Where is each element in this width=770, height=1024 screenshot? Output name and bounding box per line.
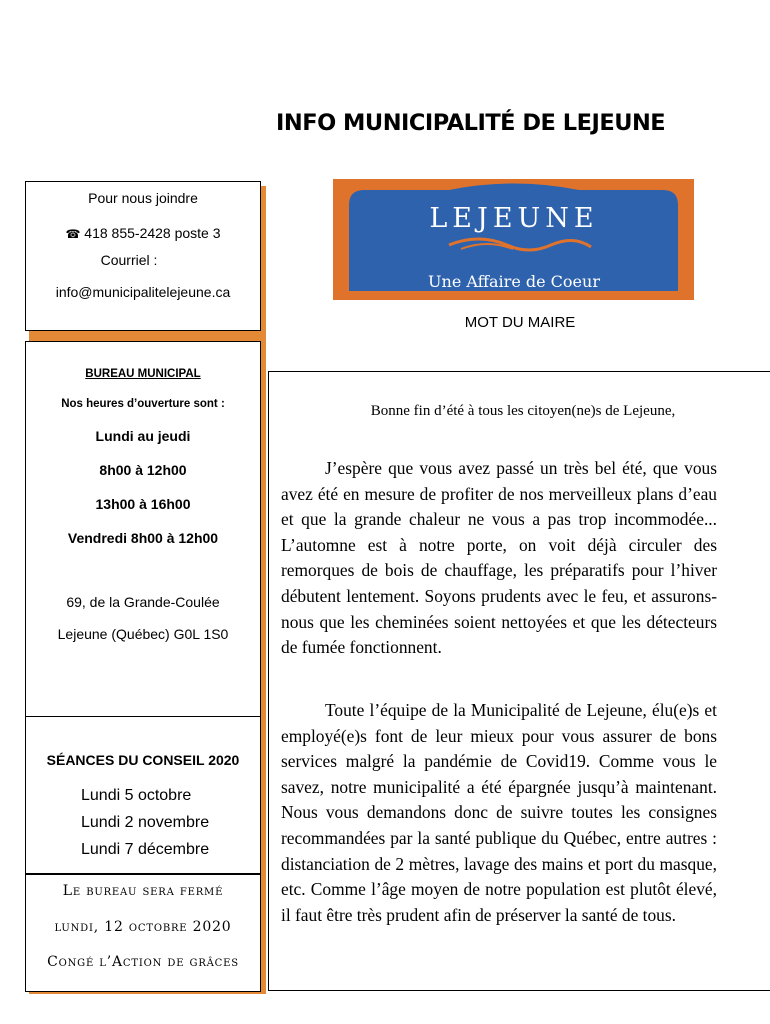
office-hours-intro: Nos heures d’ouverture sont : (61, 398, 225, 410)
mayor-letter (268, 371, 770, 991)
letter-paragraph-2: Toute l’équipe de la Municipalité de Lejeune, élu(e)s et employé(e)s font de leur mieux pour vous assurer de bons services malgré la pandémie de Covid19. Comme vous le savez, notre municipalité a été épargnée jusqu’à maintenant. Nous vous demandons donc de suivre toutes les consignes recommandées par la santé publique du Québec, entre autres : distanciation de 2 mètres, lavage des mains et port du masque, etc. Comme l’âge moyen de notre population est plutôt élevé, il faut être très prudent afin de préserver la santé de tous. (281, 700, 717, 925)
council-date: Lundi 5 octobre (81, 787, 192, 804)
office-friday-hours: Vendredi 8h00 à 12h00 (67, 530, 219, 546)
contact-heading: Pour nous joindre (88, 190, 198, 206)
address-line-1: 69, de la Grande-Coulée (66, 594, 220, 610)
letter-greeting: Bonne fin d’été à tous les citoyen(ne)s de Lejeune, (370, 403, 676, 419)
council-date: Lundi 7 décembre (81, 841, 210, 858)
closure-line-3: Congé l’Action de grâces (47, 954, 239, 970)
logo-slogan: Une Affaire de Coeur (428, 272, 600, 291)
council-date: Lundi 2 novembre (81, 814, 210, 831)
page-title: INFO MUNICIPALITÉ DE LEJEUNE (276, 110, 666, 136)
council-box (25, 717, 261, 874)
office-morning-hours: 8h00 à 12h00 (99, 462, 187, 478)
phone-number: 418 855-2428 poste 3 (84, 225, 221, 241)
phone-line (26, 225, 260, 241)
letter-paragraph-1: J’espère que vous avez passé un très bel été, que vous avez été en mesure de profiter de nos merveilleux plans d’eau et que la grande chaleur ne vous a pas trop incommodée... L’automne est à notre porte, on voit déjà circuler des remorques de bois de chauffage, les préparatifs pour l’hiver débutent lentement. Soyons prudents avec le feu, et assurons-nous que les cheminées soient nettoyées et que les détecteurs de fumée fonctionnent. (281, 458, 717, 658)
council-heading: SÉANCES DU CONSEIL 2020 (46, 752, 240, 768)
office-afternoon-hours: 13h00 à 16h00 (95, 496, 191, 512)
office-box (25, 341, 261, 717)
telephone-icon: ☎ (65, 227, 81, 241)
logo-name: LEJEUNE (429, 203, 599, 234)
address-line-2: Lejeune (Québec) G0L 1S0 (57, 626, 229, 642)
closure-line-1: Le bureau sera fermé (62, 883, 224, 899)
mayor-caption: MOT DU MAIRE (464, 314, 576, 331)
email-address: info@municipalitelejeune.ca (55, 284, 231, 300)
closure-notice-box (25, 874, 261, 992)
office-heading: BUREAU MUNICIPAL (85, 368, 201, 380)
email-label: Courriel : (100, 252, 158, 268)
contact-box (25, 181, 261, 331)
closure-line-2: lundi, 12 octobre 2020 (54, 919, 232, 935)
office-days: Lundi au jeudi (95, 428, 191, 444)
municipality-logo (329, 175, 698, 304)
